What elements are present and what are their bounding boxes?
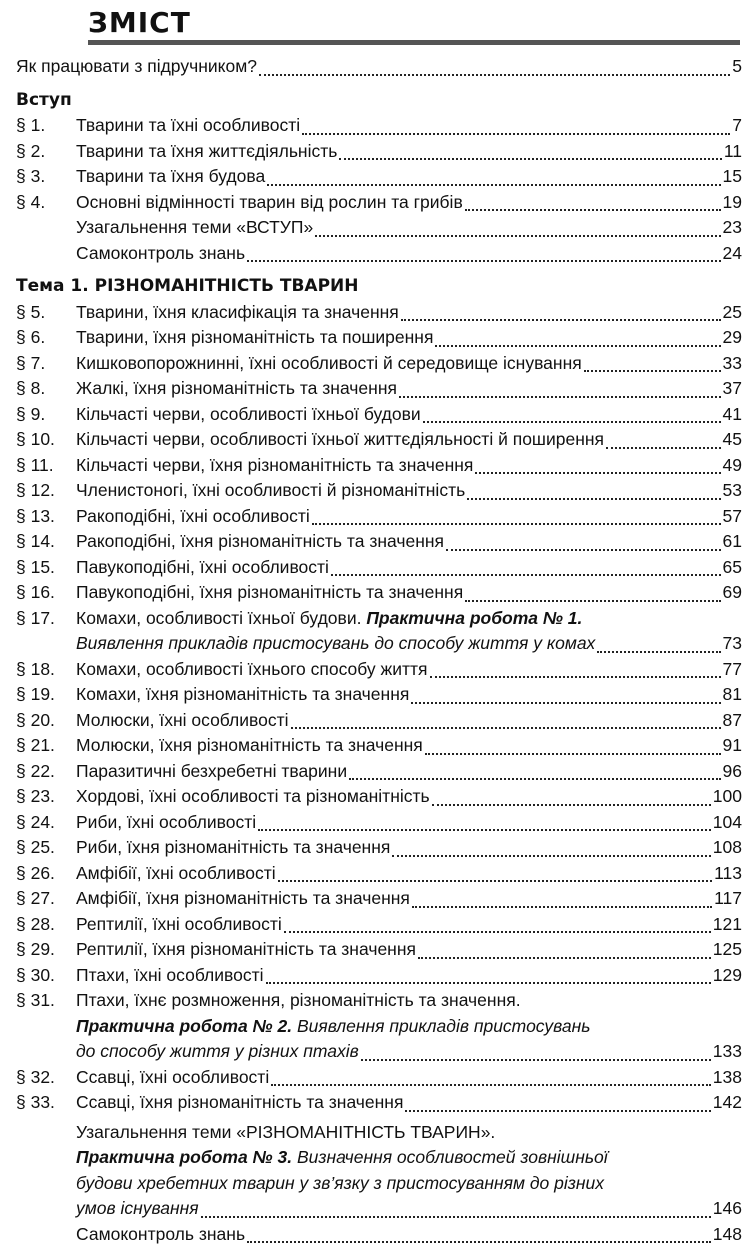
toc-entry[interactable]	[16, 192, 742, 218]
entry-page: 108	[713, 837, 742, 858]
entry-text: Узагальнення теми «ВСТУП»	[76, 217, 313, 238]
dot-leader	[475, 471, 720, 474]
dot-leader	[435, 344, 720, 347]
entry-page: 57	[723, 506, 742, 527]
toc-entry[interactable]	[16, 837, 742, 863]
toc-entry[interactable]	[16, 557, 742, 583]
dot-leader	[446, 548, 721, 551]
toc-entry[interactable]	[16, 378, 742, 404]
dot-leader	[412, 905, 712, 908]
entry-text: Паразитичні безхребетні тварини	[76, 761, 347, 782]
entry-text: Риби, їхня різноманітність та значення	[76, 837, 390, 858]
dot-leader	[291, 726, 721, 729]
toc-entry[interactable]	[16, 480, 742, 506]
dot-leader	[259, 73, 730, 76]
entry-number: § 1.	[16, 115, 76, 136]
entry-page: 69	[723, 582, 742, 603]
entry-number: § 25.	[16, 837, 76, 858]
toc-entry-topic1-summary-cont3[interactable]	[16, 1198, 742, 1224]
entry-number: § 33.	[16, 1092, 76, 1113]
entry-page: 65	[723, 557, 742, 578]
dot-leader	[597, 650, 720, 653]
dot-leader	[392, 854, 710, 857]
entry-page: 146	[713, 1198, 742, 1219]
entry-text: Комахи, особливості їхньої будови.	[76, 608, 366, 628]
dot-leader	[399, 395, 721, 398]
entry-text: Птахи, їхнє розмноження, різноманітність та значення.	[76, 990, 521, 1011]
dot-leader	[312, 522, 721, 525]
dot-leader	[201, 1215, 711, 1218]
entry-text: Самоконтроль знань	[76, 1224, 245, 1245]
toc-entry[interactable]	[16, 166, 742, 192]
entry-page: 73	[723, 633, 742, 654]
toc-entry[interactable]	[16, 684, 742, 710]
dot-leader	[284, 930, 711, 933]
toc-entry[interactable]	[16, 761, 742, 787]
entry-page: 148	[713, 1224, 742, 1245]
entry-number: § 6.	[16, 327, 76, 348]
entry-number: § 17.	[16, 608, 76, 629]
entry-page: 133	[713, 1041, 742, 1062]
entry-page: 37	[723, 378, 742, 399]
practical-label: Практична робота № 3.	[76, 1147, 292, 1167]
entry-number: § 24.	[16, 812, 76, 833]
entry-text: Комахи, особливості їхнього способу життя	[76, 659, 428, 680]
entry-number: § 26.	[16, 863, 76, 884]
entry-number: § 16.	[16, 582, 76, 603]
entry-number: § 15.	[16, 557, 76, 578]
dot-leader	[584, 369, 721, 372]
dot-leader	[247, 1240, 711, 1243]
vstup-entries	[16, 115, 742, 217]
toc-entry[interactable]	[16, 115, 742, 141]
toc-entry[interactable]	[16, 812, 742, 838]
entry-page: 77	[723, 659, 742, 680]
table-of-contents	[16, 56, 742, 1249]
topic1-entries-2	[16, 659, 742, 991]
toc-entry[interactable]	[16, 939, 742, 965]
toc-entry[interactable]	[16, 531, 742, 557]
dot-leader	[411, 701, 720, 704]
topic1-entries-3	[16, 1067, 742, 1118]
entry-text: Самоконтроль знань	[76, 243, 245, 264]
entry-text: Комахи, їхня різноманітність та значення	[76, 684, 409, 705]
toc-entry[interactable]	[16, 582, 742, 608]
dot-leader	[315, 234, 720, 237]
entry-text: Кільчасті черви, особливості їхньої будови	[76, 404, 421, 425]
entry-page: 81	[723, 684, 742, 705]
toc-entry-31-cont[interactable]	[16, 1016, 742, 1042]
entry-number: § 18.	[16, 659, 76, 680]
dot-leader	[405, 1109, 710, 1112]
entry-text: Риби, їхні особливості	[76, 812, 256, 833]
dot-leader	[418, 956, 711, 959]
entry-number: § 22.	[16, 761, 76, 782]
entry-text: Птахи, їхні особливості	[76, 965, 264, 986]
entry-text: Тварини та їхня життєдіяльність	[76, 141, 337, 162]
entry-page: 23	[723, 217, 742, 238]
toc-entry-topic1-summary-cont2[interactable]	[16, 1173, 742, 1199]
toc-entry[interactable]	[16, 1067, 742, 1093]
entry-text: Жалкі, їхня різноманітність та значення	[76, 378, 397, 399]
entry-text: до способу життя у різних птахів	[76, 1041, 359, 1062]
dot-leader	[278, 879, 712, 882]
entry-number: § 3.	[16, 166, 76, 187]
entry-number: § 20.	[16, 710, 76, 731]
entry-page: 121	[713, 914, 742, 935]
entry-page: 24	[723, 243, 742, 264]
entry-text: Ракоподібні, їхня різноманітність та значення	[76, 531, 444, 552]
entry-number: § 30.	[16, 965, 76, 986]
dot-leader	[423, 420, 721, 423]
entry-number: § 21.	[16, 735, 76, 756]
toc-entry[interactable]	[16, 888, 742, 914]
title-rule	[88, 40, 740, 45]
entry-text: Кільчасті черви, їхня різноманітність та значення	[76, 455, 473, 476]
entry-text: Членистоногі, їхні особливості й різноманітність	[76, 480, 465, 501]
entry-number: § 32.	[16, 1067, 76, 1088]
entry-text: Виявлення прикладів пристосувань	[292, 1016, 590, 1036]
dot-leader	[425, 752, 721, 755]
entry-text: Тварини, їхня класифікація та значення	[76, 302, 399, 323]
entry-page: 100	[713, 786, 742, 807]
entry-number: § 23.	[16, 786, 76, 807]
toc-entry-topic1-selfcheck[interactable]	[16, 1224, 742, 1249]
entry-page: 29	[723, 327, 742, 348]
toc-entry[interactable]	[16, 1092, 742, 1118]
entry-number: § 31.	[16, 990, 76, 1011]
entry-page: 33	[723, 353, 742, 374]
toc-entry-topic1-summary-cont[interactable]	[16, 1147, 742, 1173]
dot-leader	[271, 1083, 711, 1086]
dot-leader	[258, 828, 711, 831]
practical-label: Практична робота № 1.	[366, 608, 582, 628]
entry-page: 53	[723, 480, 742, 501]
entry-text: Рептилії, їхні особливості	[76, 914, 282, 935]
entry-number: § 10.	[16, 429, 76, 450]
dot-leader	[432, 803, 711, 806]
entry-text: Тварини, їхня різноманітність та поширення	[76, 327, 433, 348]
toc-entry-31[interactable]	[16, 990, 742, 1016]
entry-page: 104	[713, 812, 742, 833]
entry-number: § 27.	[16, 888, 76, 909]
entry-text: Молюски, їхня різноманітність та значення	[76, 735, 423, 756]
toc-entry[interactable]	[16, 659, 742, 685]
entry-page: 142	[713, 1092, 742, 1113]
entry-number: § 7.	[16, 353, 76, 374]
entry-page: 138	[713, 1067, 742, 1088]
entry-number: § 19.	[16, 684, 76, 705]
toc-entry-vstup-summary[interactable]	[16, 217, 742, 243]
entry-text: Узагальнення теми «РІЗНОМАНІТНІСТЬ ТВАРИН».	[76, 1122, 495, 1143]
entry-text: Рептилії, їхня різноманітність та значення	[76, 939, 416, 960]
entry-page: 117	[714, 888, 742, 909]
entry-text: Як працювати з підручником?	[16, 56, 257, 77]
entry-page: 7	[732, 115, 742, 136]
entry-text: Амфібії, їхня різноманітність та значення	[76, 888, 410, 909]
toc-entry-17-cont[interactable]	[16, 633, 742, 659]
dot-leader	[465, 599, 720, 602]
entry-page: 15	[723, 166, 742, 187]
entry-page: 49	[723, 455, 742, 476]
entry-page: 96	[723, 761, 742, 782]
entry-text: умов існування	[76, 1198, 199, 1219]
section-heading-vstup: Вступ	[16, 90, 742, 116]
entry-text: Хордові, їхні особливості та різноманітність	[76, 786, 430, 807]
toc-entry[interactable]	[16, 429, 742, 455]
entry-page: 61	[723, 531, 742, 552]
entry-text: Ссавці, їхня різноманітність та значення	[76, 1092, 403, 1113]
entry-text: Ссавці, їхні особливості	[76, 1067, 269, 1088]
toc-entry[interactable]	[16, 455, 742, 481]
dot-leader	[331, 573, 721, 576]
toc-entry[interactable]	[16, 965, 742, 991]
entry-page: 91	[723, 735, 742, 756]
entry-text: Павукоподібні, їхня різноманітність та значення	[76, 582, 463, 603]
entry-number: § 14.	[16, 531, 76, 552]
dot-leader	[349, 777, 720, 780]
dot-leader	[467, 497, 720, 500]
dot-leader	[465, 208, 721, 211]
entry-number: § 11.	[16, 455, 76, 476]
entry-text: будови хребетних тварин у зв’язку з пристосуванням до різних	[76, 1173, 604, 1194]
toc-entry[interactable]	[16, 735, 742, 761]
toc-entry[interactable]	[16, 141, 742, 167]
toc-entry-vstup-selfcheck[interactable]	[16, 243, 742, 269]
toc-entry[interactable]	[16, 506, 742, 532]
entry-number: § 12.	[16, 480, 76, 501]
entry-number: § 29.	[16, 939, 76, 960]
toc-entry[interactable]	[16, 302, 742, 328]
entry-page: 25	[723, 302, 742, 323]
topic1-entries	[16, 302, 742, 608]
entry-text: Амфібії, їхні особливості	[76, 863, 276, 884]
entry-page: 129	[713, 965, 742, 986]
entry-page: 87	[723, 710, 742, 731]
entry-page: 11	[724, 141, 742, 162]
toc-entry[interactable]	[16, 710, 742, 736]
toc-entry[interactable]	[16, 404, 742, 430]
entry-text: Тварини та їхні особливості	[76, 115, 300, 136]
entry-number: § 8.	[16, 378, 76, 399]
dot-leader	[401, 318, 721, 321]
toc-entry-17[interactable]	[16, 608, 742, 634]
entry-page: 125	[713, 939, 742, 960]
dot-leader	[267, 183, 720, 186]
toc-entry[interactable]	[16, 863, 742, 889]
dot-leader	[247, 259, 720, 262]
toc-entry-31-cont2[interactable]	[16, 1041, 742, 1067]
entry-number: § 28.	[16, 914, 76, 935]
entry-text: Молюски, їхні особливості	[76, 710, 289, 731]
toc-entry[interactable]	[16, 914, 742, 940]
section-heading-topic1: Тема 1. РІЗНОМАНІТНІСТЬ ТВАРИН	[16, 276, 742, 302]
entry-text: Тварини та їхня будова	[76, 166, 265, 187]
dot-leader	[266, 981, 711, 984]
toc-entry-intro[interactable]	[16, 56, 742, 82]
entry-text: Виявлення прикладів пристосувань до способу життя у комах	[76, 633, 595, 654]
dot-leader	[339, 157, 721, 160]
dot-leader	[302, 132, 730, 135]
entry-number: § 9.	[16, 404, 76, 425]
dot-leader	[430, 675, 721, 678]
entry-number: § 13.	[16, 506, 76, 527]
dot-leader	[606, 446, 721, 449]
entry-page: 5	[732, 56, 742, 77]
toc-entry[interactable]	[16, 353, 742, 379]
entry-text: Кільчасті черви, особливості їхньої життєдіяльності й поширення	[76, 429, 604, 450]
entry-number: § 5.	[16, 302, 76, 323]
entry-text: Визначення особливостей зовнішньої	[292, 1147, 608, 1167]
entry-page: 41	[723, 404, 742, 425]
entry-page: 113	[714, 863, 742, 884]
toc-entry[interactable]	[16, 327, 742, 353]
entry-number: § 4.	[16, 192, 76, 213]
entry-text: Павукоподібні, їхні особливості	[76, 557, 329, 578]
entry-text: Кишковопорожнинні, їхні особливості й середовище існування	[76, 353, 582, 374]
practical-label: Практична робота № 2.	[76, 1016, 292, 1036]
entry-number: § 2.	[16, 141, 76, 162]
toc-entry-topic1-summary[interactable]	[16, 1122, 742, 1148]
entry-page: 45	[723, 429, 742, 450]
entry-text: Основні відмінності тварин від рослин та грибів	[76, 192, 463, 213]
dot-leader	[361, 1058, 711, 1061]
entry-page: 19	[723, 192, 742, 213]
toc-entry[interactable]	[16, 786, 742, 812]
page-title: ЗМІСТ	[88, 6, 191, 39]
entry-text: Ракоподібні, їхні особливості	[76, 506, 310, 527]
